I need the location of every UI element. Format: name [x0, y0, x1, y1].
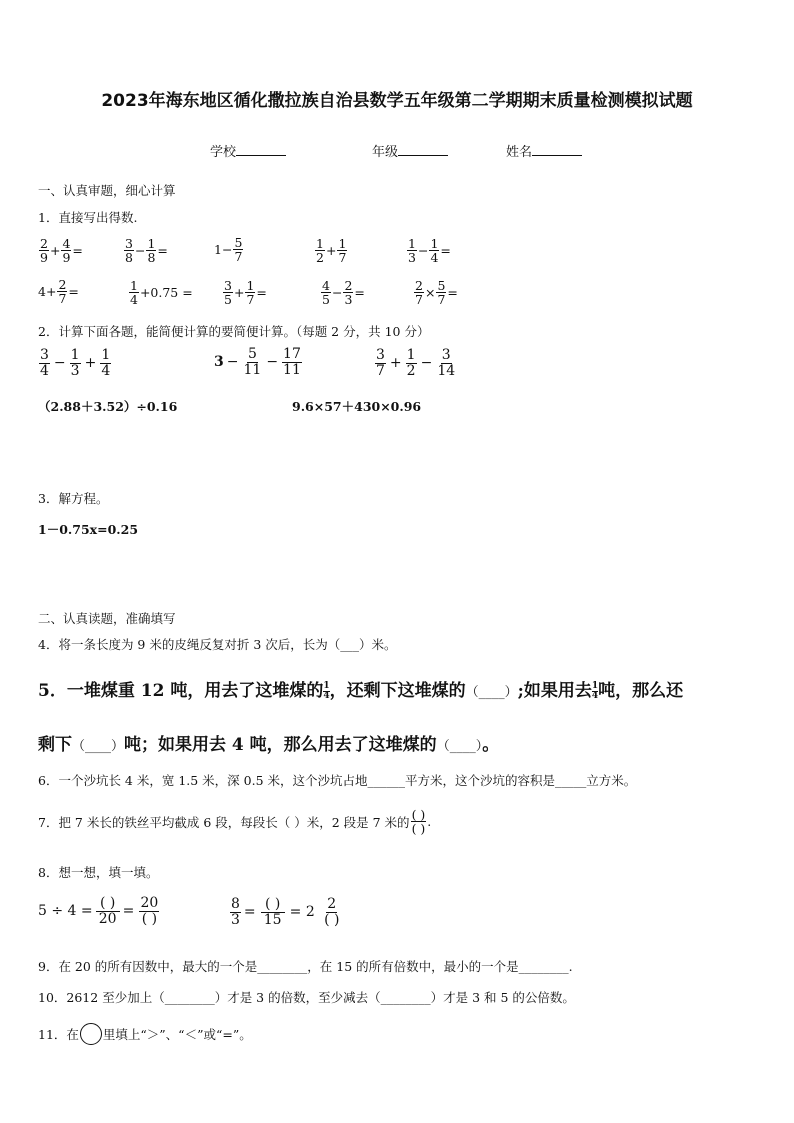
grade-field: [372, 141, 448, 160]
question-11: 11．在 里填上“＞”、“＜”或“=”。: [38, 1023, 252, 1045]
q2-expression-5: 9.6×57＋430×0.96: [292, 399, 422, 414]
q1-item-3: 1 − $\frac{5}{7}$: [214, 235, 243, 265]
q1-item-9: $\frac{4}{5}$ − $\frac{2}{3}$ =: [322, 278, 365, 308]
q1-item-1: $\frac{2}{9}$ + $\frac{4}{9}$ =: [40, 236, 83, 266]
q2-expression-4: （2.88＋3.52）÷0.16: [38, 399, 178, 414]
question-10: 10．2612 至少加上（________）才是 3 的倍数，至少减去（________）才是 3 和 5 的公倍数。: [38, 990, 575, 1005]
grade-label: 年级: [372, 145, 399, 160]
question-5-line-1: 5．一堆煤重 12 吨，用去了这堆煤的 $\frac{1}{4}$ ，还剩下这堆煤的（____）;如果用去 $\frac{1}{4}$ 吨，那么还: [38, 681, 684, 701]
section-1-heading: 一、认真审题，细心计算: [38, 183, 176, 198]
school-field: [210, 141, 286, 160]
q5-blank-2[interactable]: （____）: [72, 739, 125, 754]
question-3-label: 3．解方程。: [38, 491, 109, 506]
page-title: 2023年海东地区循化撒拉族自治县数学五年级第二学期期末质量检测模拟试题: [101, 91, 693, 111]
q8-blank-4[interactable]: ( ): [324, 911, 340, 928]
q7-numerator-blank[interactable]: ( ): [411, 807, 426, 822]
q5-blank-1[interactable]: （____）: [465, 685, 518, 700]
question-2-label: 2．计算下面各题，能简便计算的要简便计算。（每题 2 分，共 10 分）: [38, 324, 430, 339]
question-1-label: 1．直接写出得数.: [38, 210, 138, 225]
question-5-line-2: 剩下（____）吨；如果用去 4 吨，那么用去了这堆煤的（____）。: [38, 735, 500, 755]
q1-item-10: $\frac{2}{7}$ × $\frac{5}{7}$ =: [415, 278, 458, 308]
q8-blank-2[interactable]: ( ): [141, 910, 158, 927]
question-6: 6．一个沙坑长 4 米，宽 1.5 米，深 0.5 米，这个沙坑占地______平方米，这个沙坑的容积是_____立方米。: [38, 773, 637, 788]
question-8-label: 8．想一想，填一填。: [38, 865, 159, 880]
q7-denominator-blank[interactable]: ( ): [411, 821, 426, 837]
question-7: 7．把 7 米长的铁丝平均截成 6 段，每段长（ ）米，2 段是 7 米的 $\frac{( )}{( )}$ .: [38, 807, 432, 837]
q8-expression-2: $\frac{8}{3}$ = $\frac{( )}{15}$ = 2 $\frac{2}{( )}$: [229, 896, 347, 927]
section-2-heading: 二、认真读题，准确填写: [38, 611, 176, 626]
q1-item-6: 4 + $\frac{2}{7}$ =: [38, 277, 79, 307]
q1-item-7: $\frac{1}{4}$ +0.75 =: [130, 278, 193, 308]
comparison-circle-icon: [80, 1023, 102, 1045]
question-9: 9．在 20 的所有因数中，最大的一个是________，在 15 的所有倍数中，最小的一个是________.: [38, 959, 573, 974]
q8-blank-1[interactable]: ( ): [96, 896, 120, 912]
q3-equation: 1－0.75x=0.25: [38, 522, 139, 537]
q2-expression-2: 3 − $\frac{5}{11}$ − $\frac{17}{11}$: [214, 346, 301, 378]
q1-item-2: $\frac{3}{8}$ − $\frac{1}{8}$ =: [125, 236, 168, 266]
q8-blank-3[interactable]: ( ): [261, 897, 285, 913]
q5-blank-3[interactable]: （____）: [436, 739, 483, 754]
q1-item-5: $\frac{1}{3}$ − $\frac{1}{4}$ =: [408, 236, 451, 266]
name-label: 姓名: [506, 145, 533, 160]
q8-expression-1: 5 ÷ 4 = $\frac{( )}{20}$ = $\frac{20}{( )}$: [38, 896, 164, 926]
q1-item-4: $\frac{1}{2}$ + $\frac{1}{7}$: [316, 236, 347, 266]
q2-expression-3: $\frac{3}{7}$ + $\frac{1}{2}$ − $\frac{3}{14}$: [376, 347, 456, 379]
school-label: 学校: [210, 145, 237, 160]
school-blank[interactable]: [236, 143, 286, 156]
q1-item-8: $\frac{3}{5}$ + $\frac{1}{7}$ =: [224, 278, 267, 308]
name-field: [506, 141, 582, 160]
grade-blank[interactable]: [398, 143, 448, 156]
name-blank[interactable]: [532, 143, 582, 156]
question-4: 4．将一条长度为 9 米的皮绳反复对折 3 次后，长为（___）米。: [38, 637, 397, 652]
q2-expression-1: $\frac{3}{4}$ − $\frac{1}{3}$ + $\frac{1}{4}$: [40, 347, 111, 379]
